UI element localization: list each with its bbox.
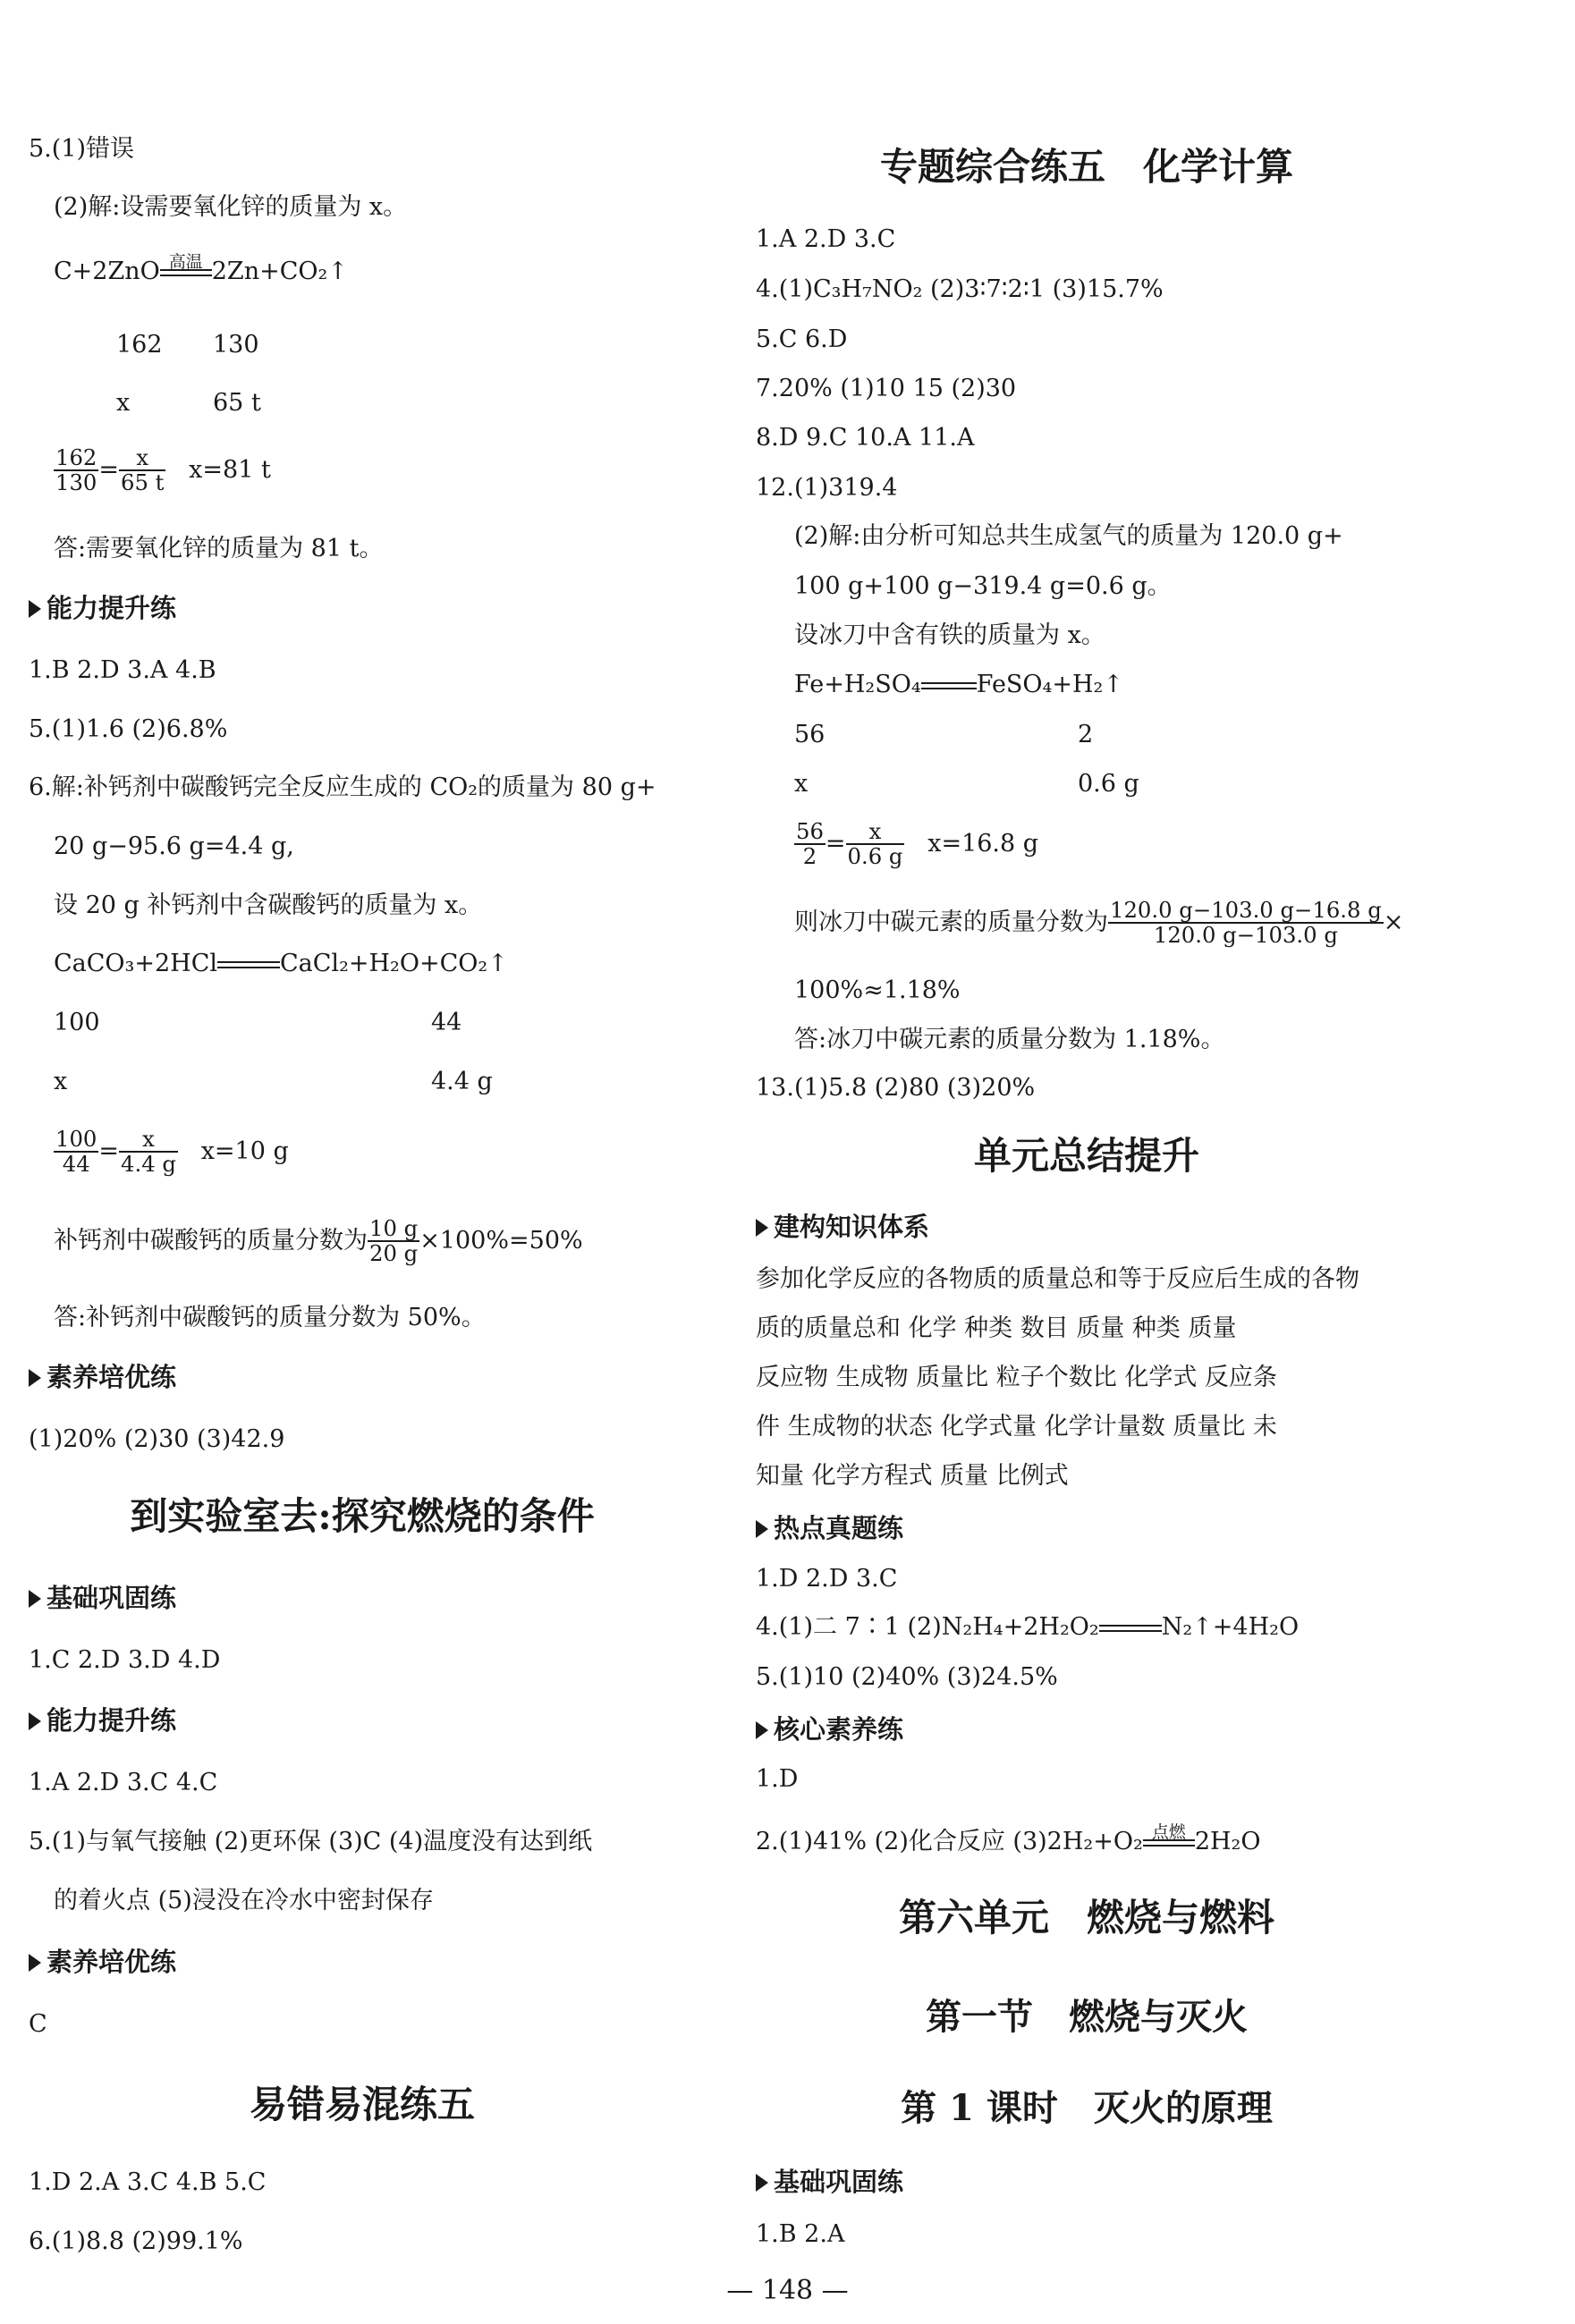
ratio-1: $\frac{162}{130}$ = $\frac{x}{65 t}$ x=81 t: [55, 444, 271, 496]
hot-answers-5: 5.(1)10 (2)40% (3)24.5%: [756, 1663, 1058, 1691]
lab-basic-answers: 1.C 2.D 3.D 4.D: [29, 1646, 221, 1674]
section-ability: 能力提升练: [29, 596, 176, 621]
triangle-marker-icon: [29, 1954, 41, 1972]
mass-fraction-2: 则冰刀中碳元素的质量分数为 $\frac{120.0 g-103.0 g-16.8 g}{120.0 g-103.0 g}$ ×: [794, 897, 1404, 949]
title-section-1: 第一节 燃烧与灭火: [926, 1996, 1248, 2038]
eq3-mass-b: 2: [1078, 721, 1094, 748]
eq1-var-b: 65 t: [213, 389, 261, 417]
lab-ability-answers-1: 1.A 2.D 3.C 4.C: [29, 1769, 218, 1796]
eq3-mass-a: 56: [794, 721, 826, 748]
title-error: 易错易混练五: [249, 2083, 475, 2126]
build-line-3: 反应物 生成物 质量比 粒子个数比 化学式 反应条: [756, 1364, 1277, 1391]
equation-3: Fe+H₂SO₄ FeSO₄+H₂↑: [794, 671, 1123, 698]
calc-q12-line3: 设冰刀中含有铁的质量为 x。: [794, 621, 1105, 649]
calc-q12-result: 100%≈1.18%: [794, 976, 961, 1004]
title-lab: 到实验室去:探究燃烧的条件: [130, 1494, 595, 1538]
ability-answers-5: 5.(1)1.6 (2)6.8%: [29, 715, 228, 743]
triangle-marker-icon: [29, 1590, 41, 1608]
eq1-var-a: x: [116, 389, 131, 417]
section-literacy: 素养培优练: [29, 1365, 176, 1390]
calc-answers-4: 4.(1)C₃H₇NO₂ (2)3∶7∶2∶1 (3)15.7%: [756, 275, 1164, 303]
build-line-1: 参加化学反应的各物质的质量总和等于反应后生成的各物: [756, 1265, 1359, 1293]
q5-line2: (2)解:设需要氧化锌的质量为 x。: [54, 193, 408, 221]
calc-q12-answer: 答:冰刀中碳元素的质量分数为 1.18%。: [794, 1026, 1225, 1053]
eq3-var-a: x: [794, 770, 809, 798]
triangle-marker-icon: [756, 2174, 768, 2192]
equation-2: CaCO₃+2HCl CaCl₂+H₂O+CO₂↑: [54, 950, 508, 977]
ability-q6-line3: 设 20 g 补钙剂中含碳酸钙的质量为 x。: [54, 892, 483, 919]
answer-1: 答:需要氧化锌的质量为 81 t。: [54, 535, 384, 562]
literacy-answers: (1)20% (2)30 (3)42.9: [29, 1425, 285, 1453]
eq1-mass-b: 130: [213, 331, 259, 359]
ability-q6-line1: 6.解:补钙剂中碳酸钙完全反应生成的 CO₂的质量为 80 g+: [29, 773, 656, 801]
mass-fraction-1: 补钙剂中碳酸钙的质量分数为 $\frac{10 g}{20 g}$ ×100%=50%: [54, 1215, 583, 1267]
eq2-var-b: 4.4 g: [431, 1068, 493, 1095]
section-build: 建构知识体系: [756, 1214, 929, 1240]
triangle-marker-icon: [756, 1721, 768, 1739]
section-literacy-2: 素养培优练: [29, 1949, 176, 1975]
build-line-4: 件 生成物的状态 化学式量 化学计量数 质量比 未: [756, 1413, 1277, 1441]
triangle-marker-icon: [29, 600, 41, 618]
error-answers-1: 1.D 2.A 3.C 4.B 5.C: [29, 2168, 267, 2196]
section-hot: 热点真题练: [756, 1516, 903, 1542]
eq3-var-b: 0.6 g: [1078, 770, 1139, 798]
title-lesson-1: 第 1 课时 灭火的原理: [901, 2087, 1273, 2129]
triangle-marker-icon: [756, 1219, 768, 1237]
hot-answers-4: 4.(1)二 7∶1 (2)N₂H₄+2H₂O₂ N₂↑+4H₂O: [756, 1613, 1300, 1641]
calc-answers-12: 12.(1)319.4: [756, 474, 898, 502]
calc-q12-line1: (2)解:由分析可知总共生成氢气的质量为 120.0 g+: [794, 522, 1343, 550]
build-line-5: 知量 化学方程式 质量 比例式: [756, 1462, 1069, 1490]
section-basic: 基础巩固练: [29, 1585, 176, 1611]
triangle-marker-icon: [29, 1712, 41, 1730]
core-answers-2: 2.(1)41% (2)化合反应 (3)2H₂+O₂ 点燃 2H₂O: [756, 1822, 1261, 1855]
eq2-mass-b: 44: [431, 1009, 462, 1036]
ability-answers-1: 1.B 2.D 3.A 4.B: [29, 656, 216, 684]
build-line-2: 质的质量总和 化学 种类 数目 质量 种类 质量: [756, 1314, 1237, 1342]
hot-answers-1: 1.D 2.D 3.C: [756, 1565, 898, 1593]
section-basic-right: 基础巩固练: [756, 2169, 903, 2195]
calc-answers-1: 1.A 2.D 3.C: [756, 225, 896, 253]
error-answers-6: 6.(1)8.8 (2)99.1%: [29, 2227, 243, 2255]
answer-2: 答:补钙剂中碳酸钙的质量分数为 50%。: [54, 1304, 486, 1331]
section-ability-2: 能力提升练: [29, 1708, 176, 1734]
title-unit-6: 第六单元 燃烧与燃料: [898, 1896, 1274, 1939]
ability-q6-line2: 20 g−95.6 g=4.4 g,: [54, 832, 294, 860]
eq2-var-a: x: [54, 1068, 68, 1095]
calc-answers-13: 13.(1)5.8 (2)80 (3)20%: [756, 1074, 1036, 1102]
equation-1: C+2ZnO 高温 2Zn+CO₂↑: [54, 252, 348, 285]
calc-answers-5: 5.C 6.D: [756, 325, 848, 353]
lab-ability-q5-line2: 的着火点 (5)浸没在冷水中密封保存: [54, 1887, 434, 1914]
triangle-marker-icon: [756, 1520, 768, 1538]
section-core: 核心素养练: [756, 1717, 903, 1743]
calc-answers-7: 7.20% (1)10 15 (2)30: [756, 375, 1017, 402]
core-answers-1: 1.D: [756, 1765, 799, 1793]
page-number: — 148 —: [726, 2275, 849, 2306]
calc-q12-line2: 100 g+100 g−319.4 g=0.6 g。: [794, 572, 1172, 600]
eq1-mass-a: 162: [116, 331, 163, 359]
eq2-mass-a: 100: [54, 1009, 100, 1036]
basic-right-answers: 1.B 2.A: [756, 2220, 845, 2248]
ratio-2: $\frac{100}{44}$ = $\frac{x}{4.4 g}$ x=10 g: [55, 1126, 289, 1178]
q5-line1: 5.(1)错误: [29, 135, 135, 163]
calc-answers-8: 8.D 9.C 10.A 11.A: [756, 424, 975, 452]
title-unit-summary: 单元总结提升: [973, 1134, 1199, 1178]
lab-literacy-answer: C: [29, 2010, 47, 2038]
title-calc: 专题综合练五 化学计算: [879, 145, 1293, 189]
ratio-3: $\frac{56}{2}$ = $\frac{x}{0.6 g}$ x=16.8 g: [796, 818, 1039, 870]
triangle-marker-icon: [29, 1369, 41, 1387]
lab-ability-q5-line1: 5.(1)与氧气接触 (2)更环保 (3)C (4)温度没有达到纸: [29, 1828, 593, 1855]
